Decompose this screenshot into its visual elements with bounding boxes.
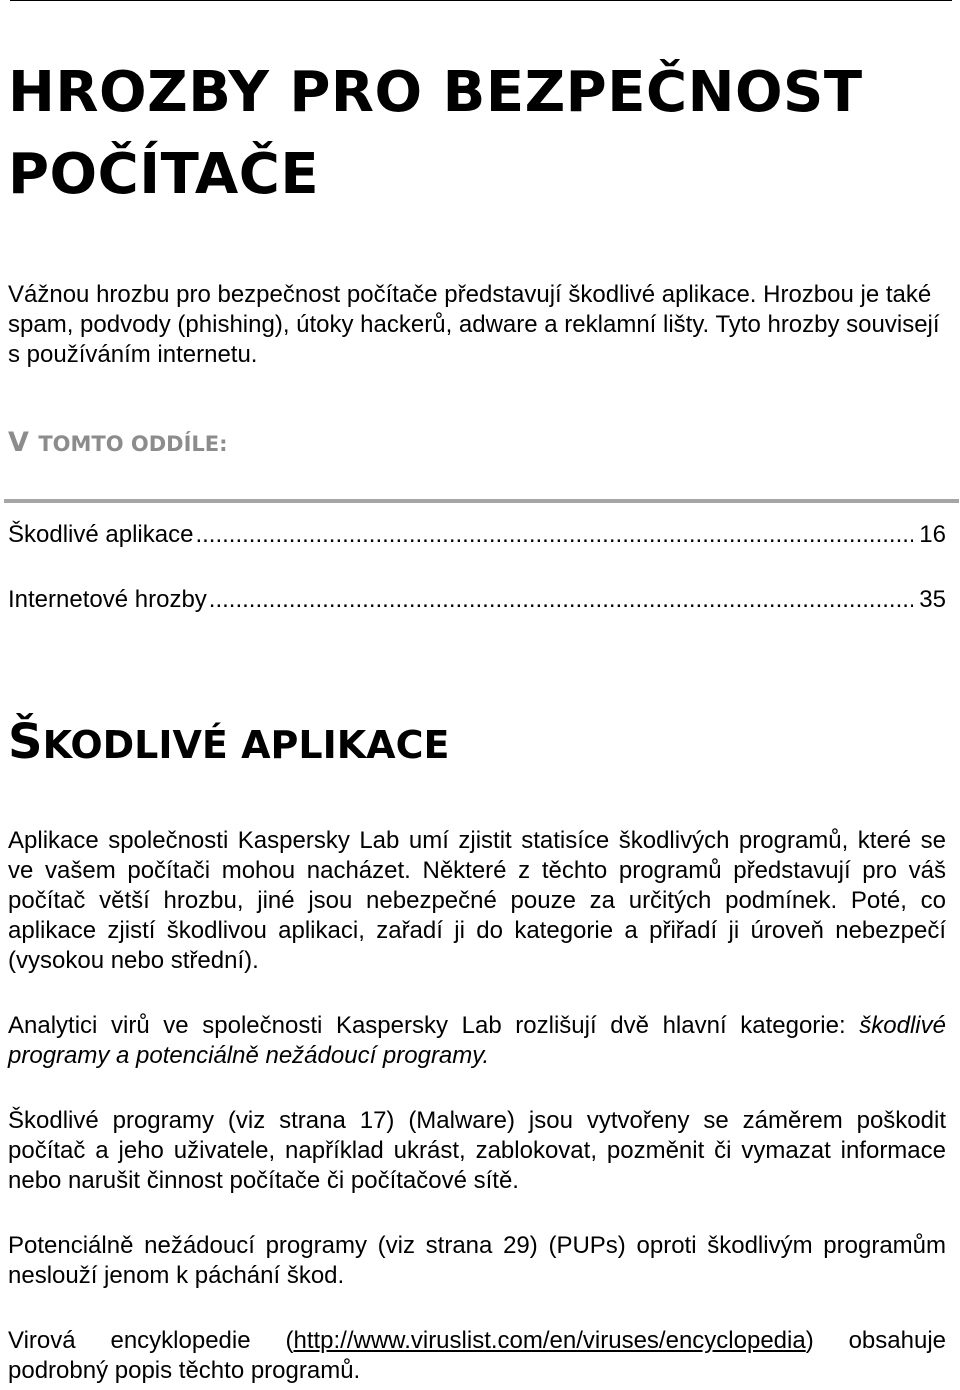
toc-item-skodlive-aplikace[interactable] <box>8 520 946 550</box>
intro-paragraph: Vážnou hrozbu pro bezpečnost počítače představují škodlivé aplikace. Hrozbou je také spam, podvody (phishing), útoky hackerů, adware a reklamní lišty. Tyto hrozby souvisejí s používáním internetu. <box>8 281 940 368</box>
toc-item-label: Internetové hrozby <box>8 586 207 613</box>
toc-item-page: 16 <box>919 521 946 548</box>
toc-item-label: Škodlivé aplikace <box>8 521 194 548</box>
toc-leader-dots <box>195 520 913 550</box>
paragraph-encyclopedia-end: ) obsahuje podrobný popis těchto programů. <box>8 1327 946 1384</box>
toc-leader-dots <box>209 585 914 615</box>
section-label-initial: V <box>8 427 29 458</box>
paragraph-categories <box>8 1011 946 1071</box>
toc-item-internetove-hrozby[interactable] <box>8 585 946 615</box>
paragraph-pups: Potenciálně nežádoucí programy (viz strana 29) (PUPs) oproti škodlivým programům neslouží jenom k páchání škod. <box>8 1232 946 1289</box>
encyclopedia-link[interactable]: http://www.viruslist.com/en/viruses/encyclopedia <box>293 1327 806 1354</box>
paragraph-categories-text: Analytici virů ve společnosti Kaspersky Lab rozlišují dvě hlavní kategorie: <box>8 1012 860 1039</box>
paragraph-detection: Aplikace společnosti Kaspersky Lab umí zjistit statisíce škodlivých programů, které se ve vašem počítači mohou nacházet. Některé z těchto programů představují pro váš počítač větší hrozbu, jiné jsou nebezpečné pouze za určitých podmínek. Poté, co aplikace zjistí škodlivou aplikaci, zařadí ji do kategorie a přiřadí ji úroveň nebezpečí (vysokou nebo střední). <box>8 827 946 974</box>
top-rule <box>10 0 952 1</box>
paragraph-encyclopedia-start: Virová encyklopedie ( <box>8 1327 294 1354</box>
section-label <box>8 425 228 462</box>
toc-item-page: 35 <box>919 586 946 613</box>
section-heading <box>8 710 449 777</box>
section-heading-initial: Š <box>8 714 43 770</box>
paragraph-categories-italic: škodlivé programy a potenciálně nežádoucí programy. <box>8 1012 946 1069</box>
paragraph-encyclopedia <box>8 1326 946 1386</box>
section-label-rest: TOMTO ODDÍLE: <box>38 432 228 456</box>
paragraph-malware: Škodlivé programy (viz strana 17) (Malware) jsou vytvořeny se záměrem poškodit počítač a jeho uživatele, například ukrást, zablokovat, pozměnit či vymazat informace nebo narušit činnost počítače či počítačové sítě. <box>8 1107 946 1194</box>
page-title: HROZBY PRO BEZPEČNOST POČÍTAČE <box>8 60 863 207</box>
toc-divider <box>4 499 959 503</box>
section-heading-rest: KODLIVÉ APLIKACE <box>42 723 450 767</box>
